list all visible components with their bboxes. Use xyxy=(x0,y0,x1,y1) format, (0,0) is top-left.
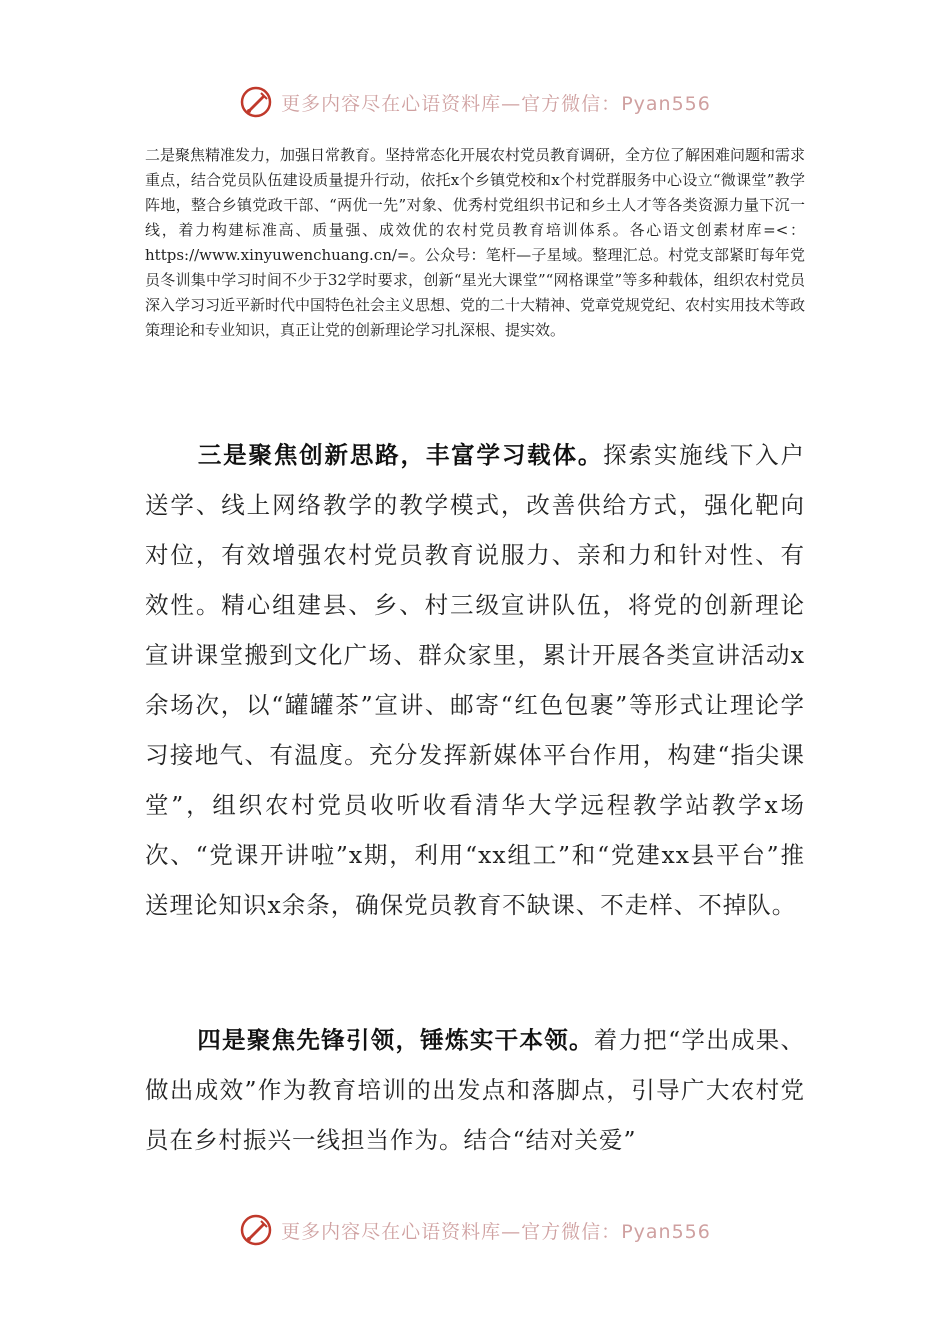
paragraph-4-body: 着力把“学出成果、做出成效”作为教育培训的出发点和落脚点，引导广大农村党员在乡村振兴一线担当作为。结合“结对关爱” xyxy=(145,1026,805,1154)
header-brand-text xyxy=(281,89,711,116)
header-brand-wechat-label: 官方微信： xyxy=(521,92,622,115)
footer-brand-wechat-id: Pyan556 xyxy=(621,1220,711,1243)
footer-brand-main: 更多内容尽在心语资料库 xyxy=(281,1220,502,1243)
footer-brand-sep: — xyxy=(501,1220,522,1243)
quill-logo-icon xyxy=(239,1213,273,1247)
footer-brand-wechat-label: 官方微信： xyxy=(521,1220,622,1243)
header-brand-sep: — xyxy=(501,92,522,115)
page-footer-watermark xyxy=(0,1210,950,1250)
page-header-watermark xyxy=(0,82,950,122)
paragraph-4 xyxy=(145,1015,805,1165)
paragraph-3-lead: 三是聚焦创新思路，丰富学习载体。 xyxy=(197,441,604,469)
paragraph-3-body: 探索实施线下入户送学、线上网络教学的教学模式，改善供给方式，强化靶向对位，有效增强农村党员教育说服力、亲和力和针对性、有效性。精心组建县、乡、村三级宣讲队伍，将党的创新理论宣讲课堂搬到文化广场、群众家里，累计开展各类宣讲活动x余场次，以“罐罐茶”宣讲、邮寄“红色包裹”等形式让理论学习接地气、有温度。充分发挥新媒体平台作用，构建“指尖课堂”，组织农村党员收听收看清华大学远程教学站教学x场次、“党课开讲啦”x期，利用“xx组工”和“党建xx县平台”推送理论知识x余条，确保党员教育不缺课、不走样、不掉队。 xyxy=(145,441,806,919)
paragraph-2: 二是聚焦精准发力，加强日常教育。坚持常态化开展农村党员教育调研，全方位了解困难问题和需求重点，结合党员队伍建设质量提升行动，依托x个乡镇党校和x个村党群服务中心设立“微课堂”教学阵地，整合乡镇党政干部、“两优一先”对象、优秀村党组织书记和乡土人才等各类资源力量下沉一线，着力构建标准高、质量强、成效优的农村党员教育培训体系。各心语文创素材库=<：https://www.xinyuwenchuang.cn/=。公众号：笔杆—子星域。整理汇总。村党支部紧盯每年党员冬训集中学习时间不少于32学时要求，创新“星光大课堂”“网格课堂”等多种载体，组织农村党员深入学习习近平新时代中国特色社会主义思想、党的二十大精神、党章党规党纪、农村实用技术等政策理论和专业知识，真正让党的创新理论学习扎深根、提实效。 xyxy=(145,146,806,339)
header-brand-wechat-id: Pyan556 xyxy=(621,92,711,115)
footer-brand-text xyxy=(281,1217,711,1244)
quill-logo-icon xyxy=(239,85,273,119)
paragraph-4-lead: 四是聚焦先锋引领，锤炼实干本领。 xyxy=(197,1026,594,1054)
header-brand-main: 更多内容尽在心语资料库 xyxy=(281,92,502,115)
paragraph-3 xyxy=(145,430,805,930)
